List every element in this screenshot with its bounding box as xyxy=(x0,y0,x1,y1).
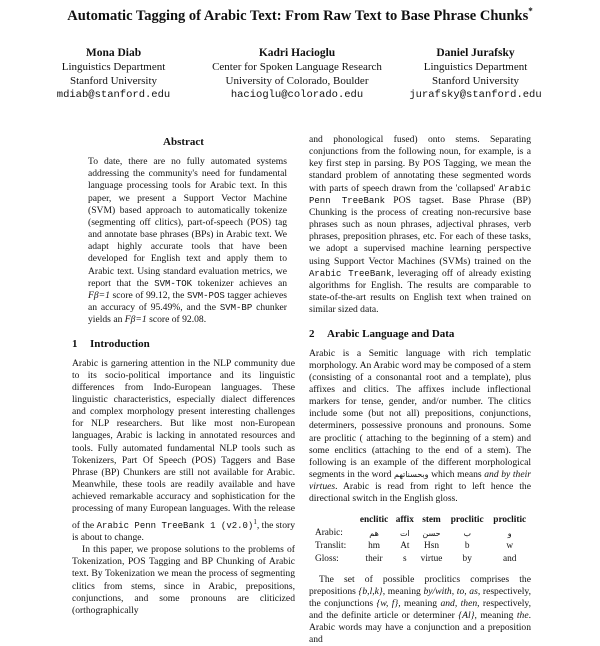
author-dept: Center for Spoken Language Research xyxy=(212,61,382,73)
author-email: jurafsky@stanford.edu xyxy=(409,89,542,101)
author-name: Mona Diab xyxy=(85,47,142,59)
gloss-row-arabic: Arabic: هم ات حسن ب و xyxy=(315,527,512,538)
word-meaning: and by their virtues xyxy=(309,469,531,493)
gloss-header xyxy=(309,514,356,527)
author-name: Daniel Jurafsky xyxy=(436,47,515,59)
paper-title: Automatic Tagging of Arabic Text: From Raw Text to Base Phrase Chunks* xyxy=(67,6,533,24)
svm-bp-name: SVM-BP xyxy=(219,303,253,314)
author-email: mdiab@stanford.edu xyxy=(56,89,171,101)
svm-pos-name: SVM-POS xyxy=(186,290,225,301)
author-3 xyxy=(408,46,543,102)
gloss-header: stem xyxy=(422,514,441,525)
left-column xyxy=(72,136,295,617)
footnote-mark: 1 xyxy=(253,517,257,526)
author-univ: Stanford University xyxy=(69,75,158,87)
atb-name: Arabic Penn TreeBank 1 (v2.0) xyxy=(96,520,254,531)
intro-paragraph-2: In this paper, we propose solutions to the problems of Tokenization, POS Tagging and BP Chunking of Arabic text. By Tokenization we mean the process of segmenting clitics from stems, since in Arabic, prepositions, conjunctions, and some pronouns are cliticized (orthographically xyxy=(72,544,295,616)
author-email: hacioglu@colorado.edu xyxy=(230,89,364,101)
section-heading-arabic-language: 2 Arabic Language and Data xyxy=(309,328,455,341)
apt-name: Arabic Penn TreeBank xyxy=(309,183,531,206)
author-2 xyxy=(182,46,412,102)
abstract-heading: Abstract xyxy=(163,136,204,148)
author-dept: Linguistics Department xyxy=(61,61,166,73)
author-1 xyxy=(46,46,181,102)
arabic-paragraph-2: The set of possible proclitics comprises the prepositions {b,l,k}, meaning by/with, to, as, respectively, the conjunctions {w, f}, meaning and, then, respectively, and the definite article or determiner {Al}, meaning the. Arabic words may have a conjunction and a preposition and xyxy=(309,573,532,646)
section-heading-introduction: 1 Introduction xyxy=(72,338,150,351)
gloss-header: enclitic xyxy=(359,514,389,525)
author-dept: Linguistics Department xyxy=(423,61,528,73)
arabic-word: وبحسناتهم xyxy=(394,470,429,480)
author-name: Kadri Hacioglu xyxy=(258,47,336,59)
gloss-header: proclitic xyxy=(450,514,484,525)
gloss-row-gloss: Gloss: their s virtue by and xyxy=(315,553,517,564)
atb-name: Arabic TreeBank xyxy=(309,268,392,279)
f-score-symbol: Fβ=1 xyxy=(88,289,110,301)
author-univ: Stanford University xyxy=(431,75,520,87)
svm-tok-name: SVM-TOK xyxy=(154,278,193,289)
intro-paragraph-1: Arabic is garnering attention in the NLP community due to its socio-political importance and its linguistic differences from Indo-European languages. These linguistic characteristics, especially dialect differences and complex morphology present interesting challenges for NLP researchers. But like most non-European languages, Arabic is lacking in annotated resources and tools. Fully automated fundamental NLP tools such as Tokenizers, Part Of Speech (POS) Taggers and Base Phrase (BP) Chunkers are still not available for Arabic. Meanwhile, these tools are readily available and have achieved remarkable accuracy and sophistication for the processing of many European languages. With the release of the Arabic Penn TreeBank 1 $(v2.0)^1$, the story is about to change. xyxy=(72,357,295,543)
gloss-header: affix xyxy=(395,514,414,525)
author-univ: University of Colorado, Boulder xyxy=(225,75,369,87)
arabic-paragraph-1: Arabic is a Semitic language with rich templatic morphology. An Arabic word may be composed of a stem (consisting of a consonantal root and a template), plus affixes and clitics. The affixes include inflectional markers for tense, gender, and/or number. The clitics include some (but not all) prepositions, conjunctions, determiners, possessive pronouns and pronouns. Some are proclitic ( attaching to the beginning of a stem) and some enclitics (attaching to the end of a stem). The following is an example of the different morphological segments in the word وبحسناتهم which means and by their virtues. Arabic is read from right to left hence the directional switch in the English gloss. xyxy=(309,347,531,505)
gloss-header: proclitic xyxy=(493,514,527,525)
gloss-row-translit: Translit: hm At Hsn b w xyxy=(315,540,514,551)
intro-continued-paragraph: and phonological fused) onto stems. Separating conjunctions from the following noun, for example, is a key first step in parsing. By POS Tagging, we mean the standard problem of annotating these segmented words with parts of speech drawn from the 'collapsed' Arabic Penn TreeBank POS tagset. Base Phrase (BP) Chunking is the process of creating non-recursive base phrases such as noun phrases, adjectival phrases, verb phrases, preposition phrases, etc. For each of these tasks, we adopt a supervised machine learning perspective using Support Vector Machines (SVMs) trained on the Arabic TreeBank, leveraging off of already existing algorithms for English. The results are comparable to state-of-the-art results on English text when trained on similar sized data. xyxy=(309,134,531,316)
right-column xyxy=(309,134,531,646)
f-score-symbol: Fβ=1 xyxy=(124,314,147,326)
title-footnote-mark: * xyxy=(528,6,533,16)
gloss-table xyxy=(309,514,531,566)
abstract-text: To date, there are no fully automated systems addressing the community's need for fundamental language processing tools for Arabic text. In this paper, we present a Support Vector Machine (SVM) based approach to automatically tokenize (segmenting off clitics), part-of-speech (POS) tag and annotate base phrases (BPs) in Arabic text. We adapt highly accurate tools that have been developed for English text and apply them to Arabic text. Using standard evaluation metrics, we report that the SVM-TOK tokenizer achieves an Fβ=1 score of 99.12, the SVM-POS tagger achieves an accuracy of 95.49%, and the SVM-BP chunker yields an Fβ=1 score of 92.08. xyxy=(88,156,287,326)
